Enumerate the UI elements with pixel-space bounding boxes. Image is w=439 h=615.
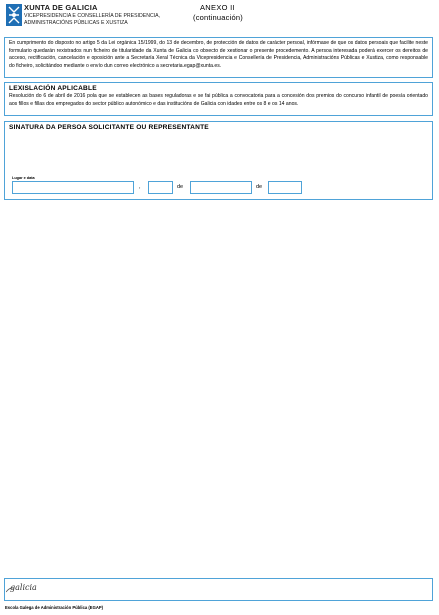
month-field[interactable]: [190, 181, 252, 194]
privacy-notice-box: [4, 37, 433, 78]
place-field[interactable]: [12, 181, 134, 194]
signature-heading: SINATURA DA PERSOA SOLICITANTE OU REPRESENTANTE: [9, 124, 209, 131]
de-separator-month: de: [177, 183, 184, 190]
org-subtitle-line2: ADMINISTRACIÓNS PÚBLICAS E XUSTIZA: [24, 19, 128, 26]
legislation-box: [4, 82, 433, 116]
comma-separator: ,: [139, 183, 141, 190]
legislation-text: Resolución do 6 de abril de 2016 pola que se establecen as bases reguladoras e se fai pública a convocatoria para a concesión dos premios do concurso infantil de poesía orientado aos fillos e fillas dos empregados do sector público autonómico e das institucións de Galicia con idades entre os 8 e os 14 anos.: [9, 93, 428, 107]
day-field[interactable]: [148, 181, 173, 194]
privacy-notice-text: En cumprimento do disposto no artigo 5 da Lei orgánica 15/1999, do 13 de decembro, de protección de datos de carácter persoal, infórmase de que os datos persoais que facilite neste formulario quedarán rexistrados nun ficheiro de titularidade da Xunta de Galicia co obxecto de xestionar o presente procedemento. A persoa interesada poderá exercer os dereitos de acceso, rectificación, cancelación e oposición ante a Secretaría Xeral Técnica da Vicepresidencia e Consellería de Presidencia, Administracións Públicas e Xustiza, como responsable do ficheiro, solicitándoo mediante o envío dun correo electrónico a secretaria.egap@xunta.es.: [9, 40, 428, 69]
org-subtitle-line1: VICEPRESIDENCIA E CONSELLERÍA DE PRESIDENCIA,: [24, 13, 161, 19]
footer-institution: Escola Galega de Administración Pública (EGAP): [5, 605, 104, 610]
year-field[interactable]: [268, 181, 302, 194]
footer-box: [4, 578, 433, 601]
xunta-logo-icon: [6, 4, 22, 26]
place-date-label: Lugar e data: [12, 176, 35, 180]
annex-title: ANEXO II: [200, 3, 235, 12]
galicia-logo-text: galicia: [10, 583, 37, 592]
annex-subtitle: (continuación): [193, 13, 243, 22]
de-separator-year: de: [256, 183, 263, 190]
legislation-heading: LEXISLACIÓN APLICABLE: [9, 85, 97, 92]
org-title: XUNTA DE GALICIA: [24, 3, 98, 12]
